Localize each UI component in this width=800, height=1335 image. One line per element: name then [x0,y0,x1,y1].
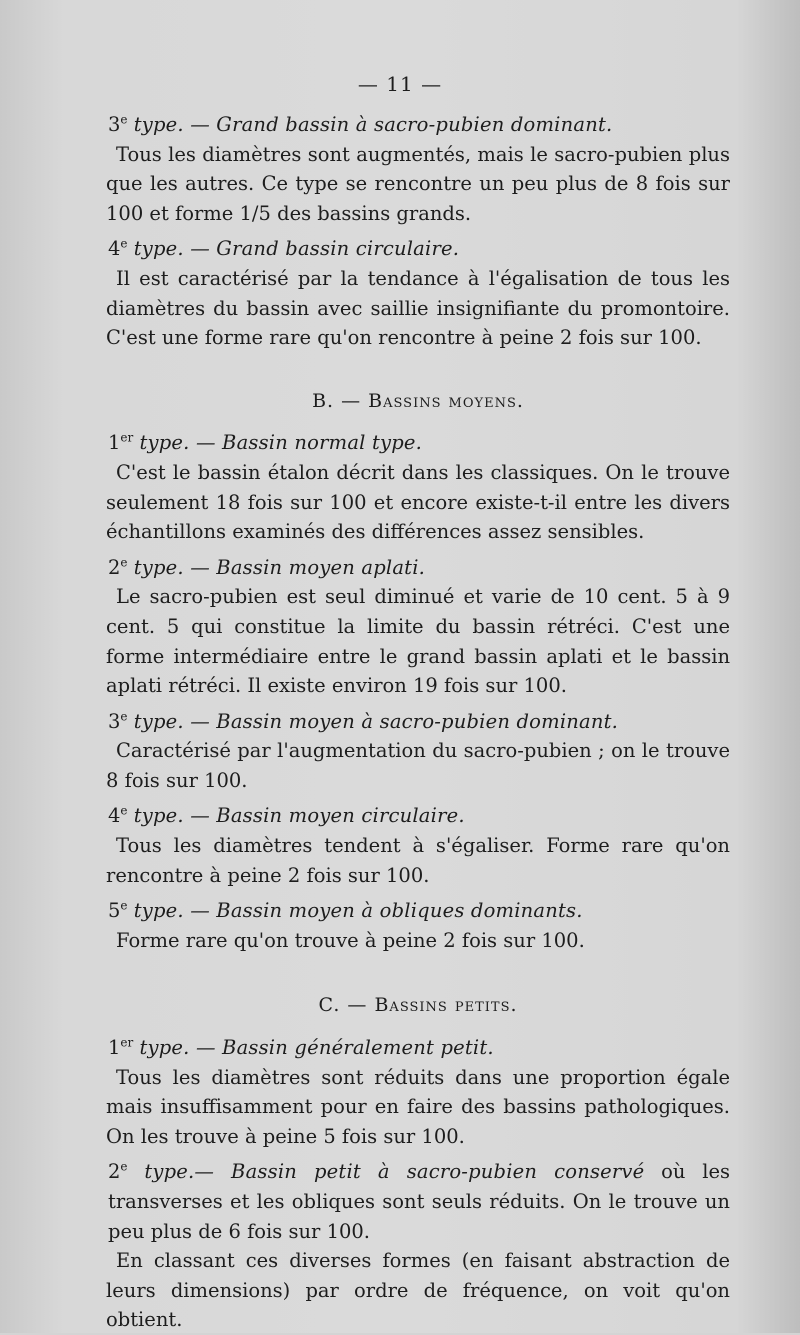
paragraph: Tous les diamètres tendent à s'égaliser. Forme rare qu'on rencontre à peine 2 fois sur 100. [106,834,730,887]
type-heading-moyen-5: 5e type. — Bassin moyen à obliques dominants. [108,898,583,923]
type-title: type. — Bassin moyen aplati. [133,555,426,579]
type-heading-petit-1: 1er type. — Bassin généralement petit. [108,1035,494,1060]
type-title: type. — Grand bassin circulaire. [133,237,460,261]
page-content [106,110,730,1335]
type-heading-grand-4: 4e type. — Grand bassin circulaire. [108,236,460,261]
paragraph: C'est le bassin étalon décrit dans les classiques. On le trouve seulement 18 fois sur 100 et encore existe-t-il entre les divers échantillons examinés des différences assez sensibles. [106,460,730,544]
page-number: — 11 — [357,72,443,96]
type-heading-petit-2: 2e type.— Bassin petit à sacro-pubien conservé où les transverses et les obliques sont seuls réduits. On le trouve un peu plus de 6 fois sur 100. [108,1159,730,1243]
type-title: type. — Bassin moyen à sacro-pubien dominant. [133,709,619,733]
paragraph: Tous les diamètres sont réduits dans une proportion égale mais insuffisamment pour en faire des bassins pathologiques. On les trouve à peine 5 fois sur 100. [106,1065,730,1148]
paragraph: Tous les diamètres sont augmentés, mais le sacro-pubien plus que les autres. Ce type se rencontre un peu plus de 8 fois sur 100 et forme 1/5 des bassins grands. [106,142,730,225]
paragraph: Forme rare qu'on trouve à peine 2 fois sur 100. [116,928,585,952]
type-heading-grand-3: 3e type. — Grand bassin à sacro-pubien dominant. [108,112,613,136]
type-heading-moyen-3: 3e type. — Bassin moyen à sacro-pubien dominant. [108,709,619,733]
type-heading-moyen-1: 1er type. — Bassin normal type. [108,430,423,455]
type-heading-moyen-2: 2e type. — Bassin moyen aplati. [108,555,426,579]
paragraph: Le sacro-pubien est seul diminué et varie de 10 cent. 5 à 9 cent. 5 qui constitue la limite du bassin rétréci. C'est une forme intermédiaire entre le grand bassin aplati et le bassin aplati rétréci. Il existe environ 19 fois sur 100. [106,585,730,698]
type-title: type. — Bassin normal type. [139,431,423,455]
section-title-b: B. — Bassins moyens. [312,389,524,412]
section-title-c: C. — Bassins petits. [318,994,518,1017]
inline-text: où les transverses et les obliques sont seuls réduits. On le trouve un peu plus de 6 fois sur 100. [108,1160,730,1243]
type-heading-moyen-4: 4e type. — Bassin moyen circulaire. [108,803,465,828]
paragraph: Caractérisé par l'augmentation du sacro-pubien ; on le trouve 8 fois sur 100. [106,739,730,792]
type-title: type. — Bassin moyen circulaire. [133,804,465,828]
type-title: type.— Bassin petit à sacro-pubien conservé [144,1160,645,1184]
paragraph: Il est caractérisé par la tendance à l'égalisation de tous les diamètres du bassin avec saillie insignifiante du promontoire. C'est une forme rare qu'on rencontre à peine 2 fois sur 100. [106,266,730,350]
closing-paragraph: En classant ces diverses formes (en faisant abstraction de leurs dimensions) par ordre de fréquence, on voit qu'on obtient. [106,1249,730,1332]
type-title: type. — Bassin généralement petit. [139,1036,494,1060]
type-title: type. — Grand bassin à sacro-pubien dominant. [133,113,613,136]
type-title: type. — Bassin moyen à obliques dominants. [133,899,583,923]
